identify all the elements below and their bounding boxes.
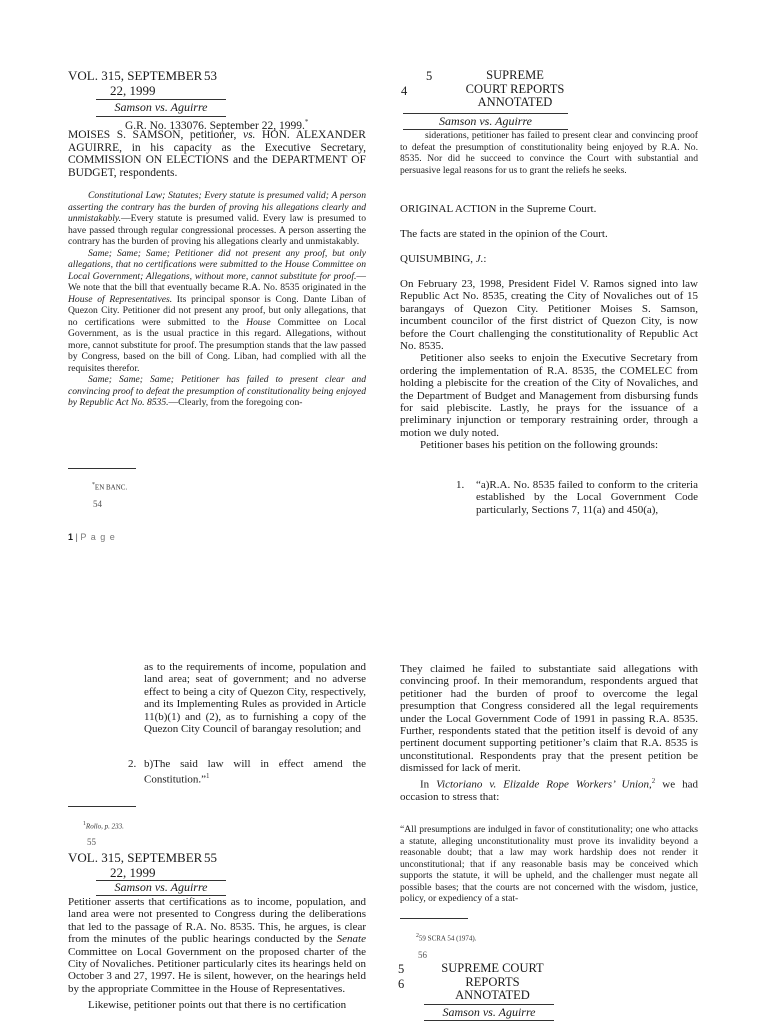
footnote: *EN BANC. <box>92 482 128 492</box>
reporter-title: SUPREME COURT REPORTS ANNOTATED <box>465 68 565 109</box>
page-marker: 54 <box>93 499 102 509</box>
list-text: “a)R.A. No. 8535 failed to conform to the criteria established by the Local Government Code particularly, Sections 7, 11(a) and 450(a), <box>476 479 698 516</box>
paragraph: Petitioner also seeks to enjoin the Executive Secretary from ordering the implementation of R.A. 8535, the COMELEC from holding a plebiscite for the creation of the City of Novaliches, and the Department of Budget and Management from disbursing funds for said plebiscite. Lastly, he prays for the issuance of a preliminary injunction or temporary restraining order, through a motion we duly noted. <box>400 352 698 439</box>
page-marker: 56 <box>418 950 427 960</box>
paragraph: They claimed he failed to substantiate said allegations with convincing proof. In their memorandum, respondents argued that petitioner had the burden of proof to overcome the legal presumption that Congress considered all the legal requirements under the Local Government Code of 1991 in passing R.A. 8535. Further, respondents stated that the petition itself is devoid of any pertinent document supporting petitioner’s claim that R.A. 8535 is unconstitutional. Respondents pray that the present petition be dismissed for lack of merit. <box>400 663 698 775</box>
original-action: ORIGINAL ACTION in the Supreme Court. <box>400 203 597 215</box>
ground-item-1 <box>456 479 698 516</box>
paragraph: On February 23, 1998, President Fidel V. Ramos signed into law Republic Act No. 8535, creating the City of Novaliches out of 15 barangays of Quezon City. Petitioner Moises S. Samson, incumbent councilor of the first district of Quezon City, is now before the Court challenging the constitutionality of Republic Act No. 8535. <box>400 278 698 353</box>
left-running-header <box>68 850 238 865</box>
page-number: 53 <box>204 68 217 83</box>
paragraph: Likewise, petitioner points out that there is no certification <box>88 999 347 1012</box>
date-line: 22, 1999 <box>110 865 156 880</box>
page-marker: 55 <box>87 837 96 847</box>
footnote-rule <box>68 468 136 469</box>
paragraph: Petitioner asserts that certifications as to income, population, and land area were not presented to Congress during the deliberations that led to the passage of R.A. No. 8535. This, he argues, is clear from the minutes of the public hearings conducted by the Senate Committee on Local Government on the proposed charter of the City of Novaliches. Petitioner particularly cites its hearings held on October 3 and 27, 1997. He is silent, however, on the hearings held by the appropriate Committee in the House of Representatives. <box>68 896 366 995</box>
list-text: b)The said law will in effect amend the Constitution.” <box>144 758 366 787</box>
right-page-number: 5 4 <box>401 69 433 98</box>
case-title: Samson vs. Aguirre <box>114 100 208 114</box>
footnote: $^2$59 SCRA 54 (1974). <box>416 933 477 943</box>
syllabus <box>68 190 366 409</box>
ground-item-2 <box>128 758 366 786</box>
footnote-rule <box>400 918 468 919</box>
reporter-title: SUPREME COURT REPORTS ANNOTATED <box>441 961 544 1002</box>
gr-number-line: G.R. No. 133076. September 22, 1999.* <box>125 118 309 132</box>
facts-line: The facts are stated in the opinion of the Court. <box>400 228 608 240</box>
syllabus-continuation: siderations, petitioner has failed to present clear and convincing proof to defeat the presumption of constitutionality being enjoyed by R.A. No. 8535. Nor did he succeed to convince the Court with substantial and persuasive legal reasons for us to grant the reliefs he seeks. <box>400 130 698 176</box>
left-running-header <box>68 68 238 83</box>
footnote: $^1$Rollo, p. 233. <box>83 821 124 831</box>
syllabus-paragraph: Same; Same; Same; Petitioner did not present any proof, but only allegations, that no certifications were submitted to the House Committee on Local Government; Allegations, without more, cannot substitute for proof.—We note that the bill that eventually became R.A. No. 8535 originated in the House of Representatives. Its principal sponsor is Cong. Dante Liban of Quezon City. Petitioner did not present any proof, but only allegations, that no certifications were submitted to the House Committee on Local Government, as is the usual practice in this regard. Allegations, without more, cannot substitute for proof. The presumption stands that the law passed by Congress, based on the bill of Cong. Liban, had complied with all the requisites therefor. <box>68 247 367 374</box>
list-number: 1. <box>456 479 465 491</box>
opinion-body <box>400 663 698 803</box>
ponente-line: QUISUMBING, J.: <box>400 253 487 265</box>
footnote-marker: * <box>304 118 309 126</box>
right-page-number: 5 6 <box>398 962 405 991</box>
case-title: Samson vs. Aguirre <box>114 880 208 894</box>
footnote-marker: 2 <box>651 776 656 785</box>
list-number: 2. <box>128 758 137 770</box>
footnote-marker: 1 <box>206 772 210 781</box>
footer-page-number: 1 <box>68 532 74 542</box>
volume-line: VOL. 315, SEPTEMBER <box>68 850 203 865</box>
block-quote: “All presumptions are indulged in favor of constitutionality; one who attacks a statute, alleging unconstitutionality must prove its invalidity beyond a reasonable doubt; that a law may work hardship does not render it unconstitutional; that if any reasonable basis may be conceived which supports the statute, it will be upheld, and the challenger must negate all possible bases; that the courts are not concerned with the wisdom, justice, policy, or expediency of a stat- <box>400 824 698 904</box>
date-line: 22, 1999 <box>110 83 156 98</box>
volume-line: VOL. 315, SEPTEMBER <box>68 68 203 83</box>
header-rule <box>424 1020 554 1021</box>
ground-item-1-continuation: as to the requirements of income, population and land area; seat of government; and no adverse effect to being a city of Quezon City, respectively, and its Implementing Rules as provided in Article 11(b)(1) and (2), as to furnishing a copy of the Quezon City Council of barangay resolution; and <box>144 661 366 736</box>
page-number: 55 <box>204 850 217 865</box>
opinion-body <box>400 278 698 452</box>
case-title: Samson vs. Aguirre <box>439 114 532 128</box>
opinion-body <box>68 896 366 1012</box>
syllabus-paragraph: Constitutional Law; Statutes; Every statute is presumed valid; A person asserting the contrary has the burden of proving his allegations clearly and unmistakably.—Every statute is presumed valid. Every law is presumed to have passed through regular congressional processes. A person asserting the contrary has the burden of proving his allegations clearly and unmistakably. <box>68 190 366 247</box>
footnote-rule <box>68 806 136 807</box>
parties-caption: MOISES S. SAMSON, petitioner, vs. HON. ALEXANDER AGUIRRE, in his capacity as the Executive Secretary, COMMISSION ON ELECTIONS and the DEPARTMENT OF BUDGET, respondents. <box>68 129 366 179</box>
paragraph: Petitioner bases his petition on the following grounds: <box>420 439 659 452</box>
syllabus-paragraph: Same; Same; Same; Petitioner has failed to present clear and convincing proof to defeat the presumption of constitutionality being enjoyed by Republic Act No. 8535.—Clearly, from the foregoing con- <box>68 374 366 408</box>
paragraph: In Victoriano v. Elizalde Rope Workers’ Union,$^2$ we had occasion to stress that: <box>400 776 698 803</box>
page-footer: 1 | P a g e <box>68 532 116 542</box>
case-title: Samson vs. Aguirre <box>442 1005 536 1019</box>
